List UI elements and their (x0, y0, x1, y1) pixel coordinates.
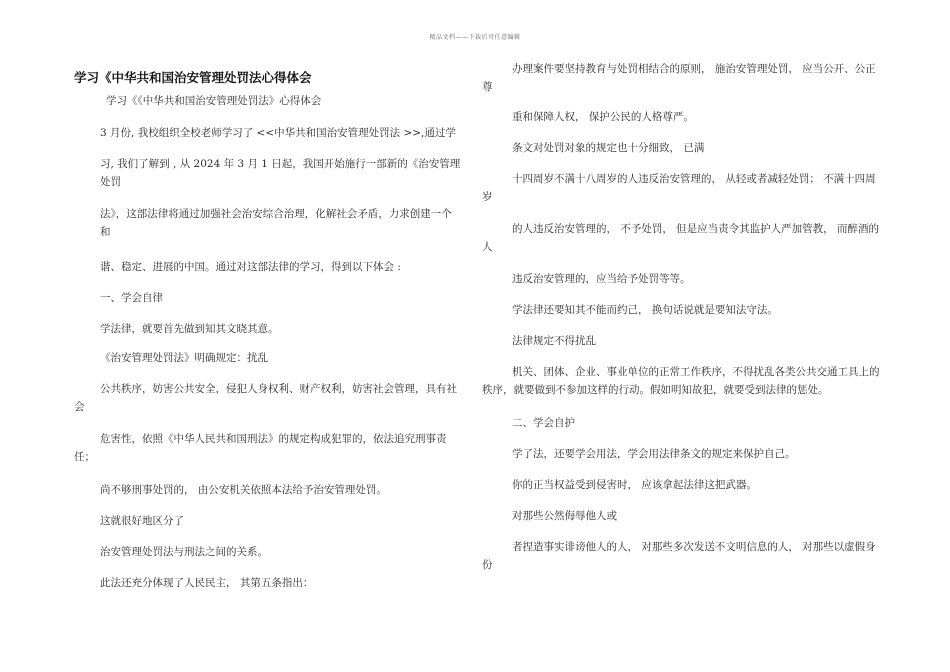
paragraph: 法律规定不得扰乱 (512, 335, 596, 347)
page-header: 精品文档——下载后可任意编辑 (429, 34, 521, 41)
paragraph: 学法律，就要首先做到知其文晓其意。 (100, 323, 279, 335)
paragraph: 此法还充分体现了人民民主， 其第五条指出： (100, 577, 314, 589)
paragraph: 重和保障人权， 保护公民的人格尊严。 (512, 111, 694, 123)
paragraph: 治安管理处罚法与刑法之间的关系。 (100, 546, 268, 558)
paragraph: 法》，这部法律将通过加强社会治安综合治理，化解社会矛盾，力求创建一个和 (100, 208, 452, 238)
paragraph: 3 月份, 我校组织全校老师学习了 <<中华共和国治安管理处罚法 >>,通过学 (100, 127, 456, 139)
paragraph: 你的正当权益受到侵害时， 应该拿起法律这把武器。 (512, 479, 757, 491)
paragraph: 公共秩序，妨害公共安全，侵犯人身权利、财产权利，妨害社会管理，具有社会 (74, 383, 457, 413)
paragraph: 学习《《中华共和国治安管理处罚法》心得体会 (106, 95, 322, 107)
paragraph: 习, 我们了解到 , 从 2024 年 3 月 1 日起，我国开始施行一部新的《治安管理处罚 (100, 158, 461, 188)
paragraph: 机关、团体、企业、事业单位的正常工作秩序，不得扰乱各类公共交通工具上的秩序，就要做到不参加这样的行动。假如明知故犯，就要受到法律的惩处。 (482, 366, 880, 396)
paragraph: 危害性，依照《中华人民共和国刑法》的规定构成犯罪的，依法追究刑事责任； (74, 433, 447, 463)
section-heading: 一、学会自律 (100, 292, 163, 304)
paragraph: 这就很好地区分了 (100, 515, 184, 527)
document-title: 学习《中华共和国治安管理处罚法心得体会 (74, 70, 312, 85)
paragraph: 学了法，还要学会用法，学会用法律条文的规定来保护自己。 (512, 448, 796, 460)
left-column (74, 0, 462, 672)
paragraph: 谐、稳定、进展的中国。通过对这部法律的学习，得到以下体会 : (100, 261, 401, 273)
paragraph: 办理案件要坚持教育与处罚相结合的原则， 施治安管理处罚， 应当公开、公正尊 (482, 63, 876, 93)
paragraph: 尚不够刑事处罚的， 由公安机关依照本法给予治安管理处罚。 (100, 484, 387, 496)
paragraph: 学法律还要知其不能而约己， 换句话说就是要知法守法。 (512, 304, 778, 316)
paragraph: 条文对处罚对象的规定也十分细致， 已满 (512, 142, 705, 154)
paragraph: 者捏造事实诽谤他人的人， 对那些多次发送不文明信息的人， 对那些以虚假身份 (482, 541, 876, 571)
paragraph: 违反治安管理的，应当给予处罚等等。 (512, 273, 691, 285)
paragraph: 对那些公然侮辱他人或 (512, 510, 617, 522)
section-heading: 二、学会自护 (512, 417, 575, 429)
paragraph: 《治安管理处罚法》明确规定：扰乱 (100, 352, 268, 364)
right-column (482, 0, 880, 672)
paragraph: 的人违反治安管理的， 不予处罚， 但是应当责令其监护人严加管教， 而醉酒的人 (482, 223, 880, 253)
paragraph: 十四周岁不满十八周岁的人违反治安管理的， 从轻或者减轻处罚； 不满十四周岁 (482, 173, 876, 203)
